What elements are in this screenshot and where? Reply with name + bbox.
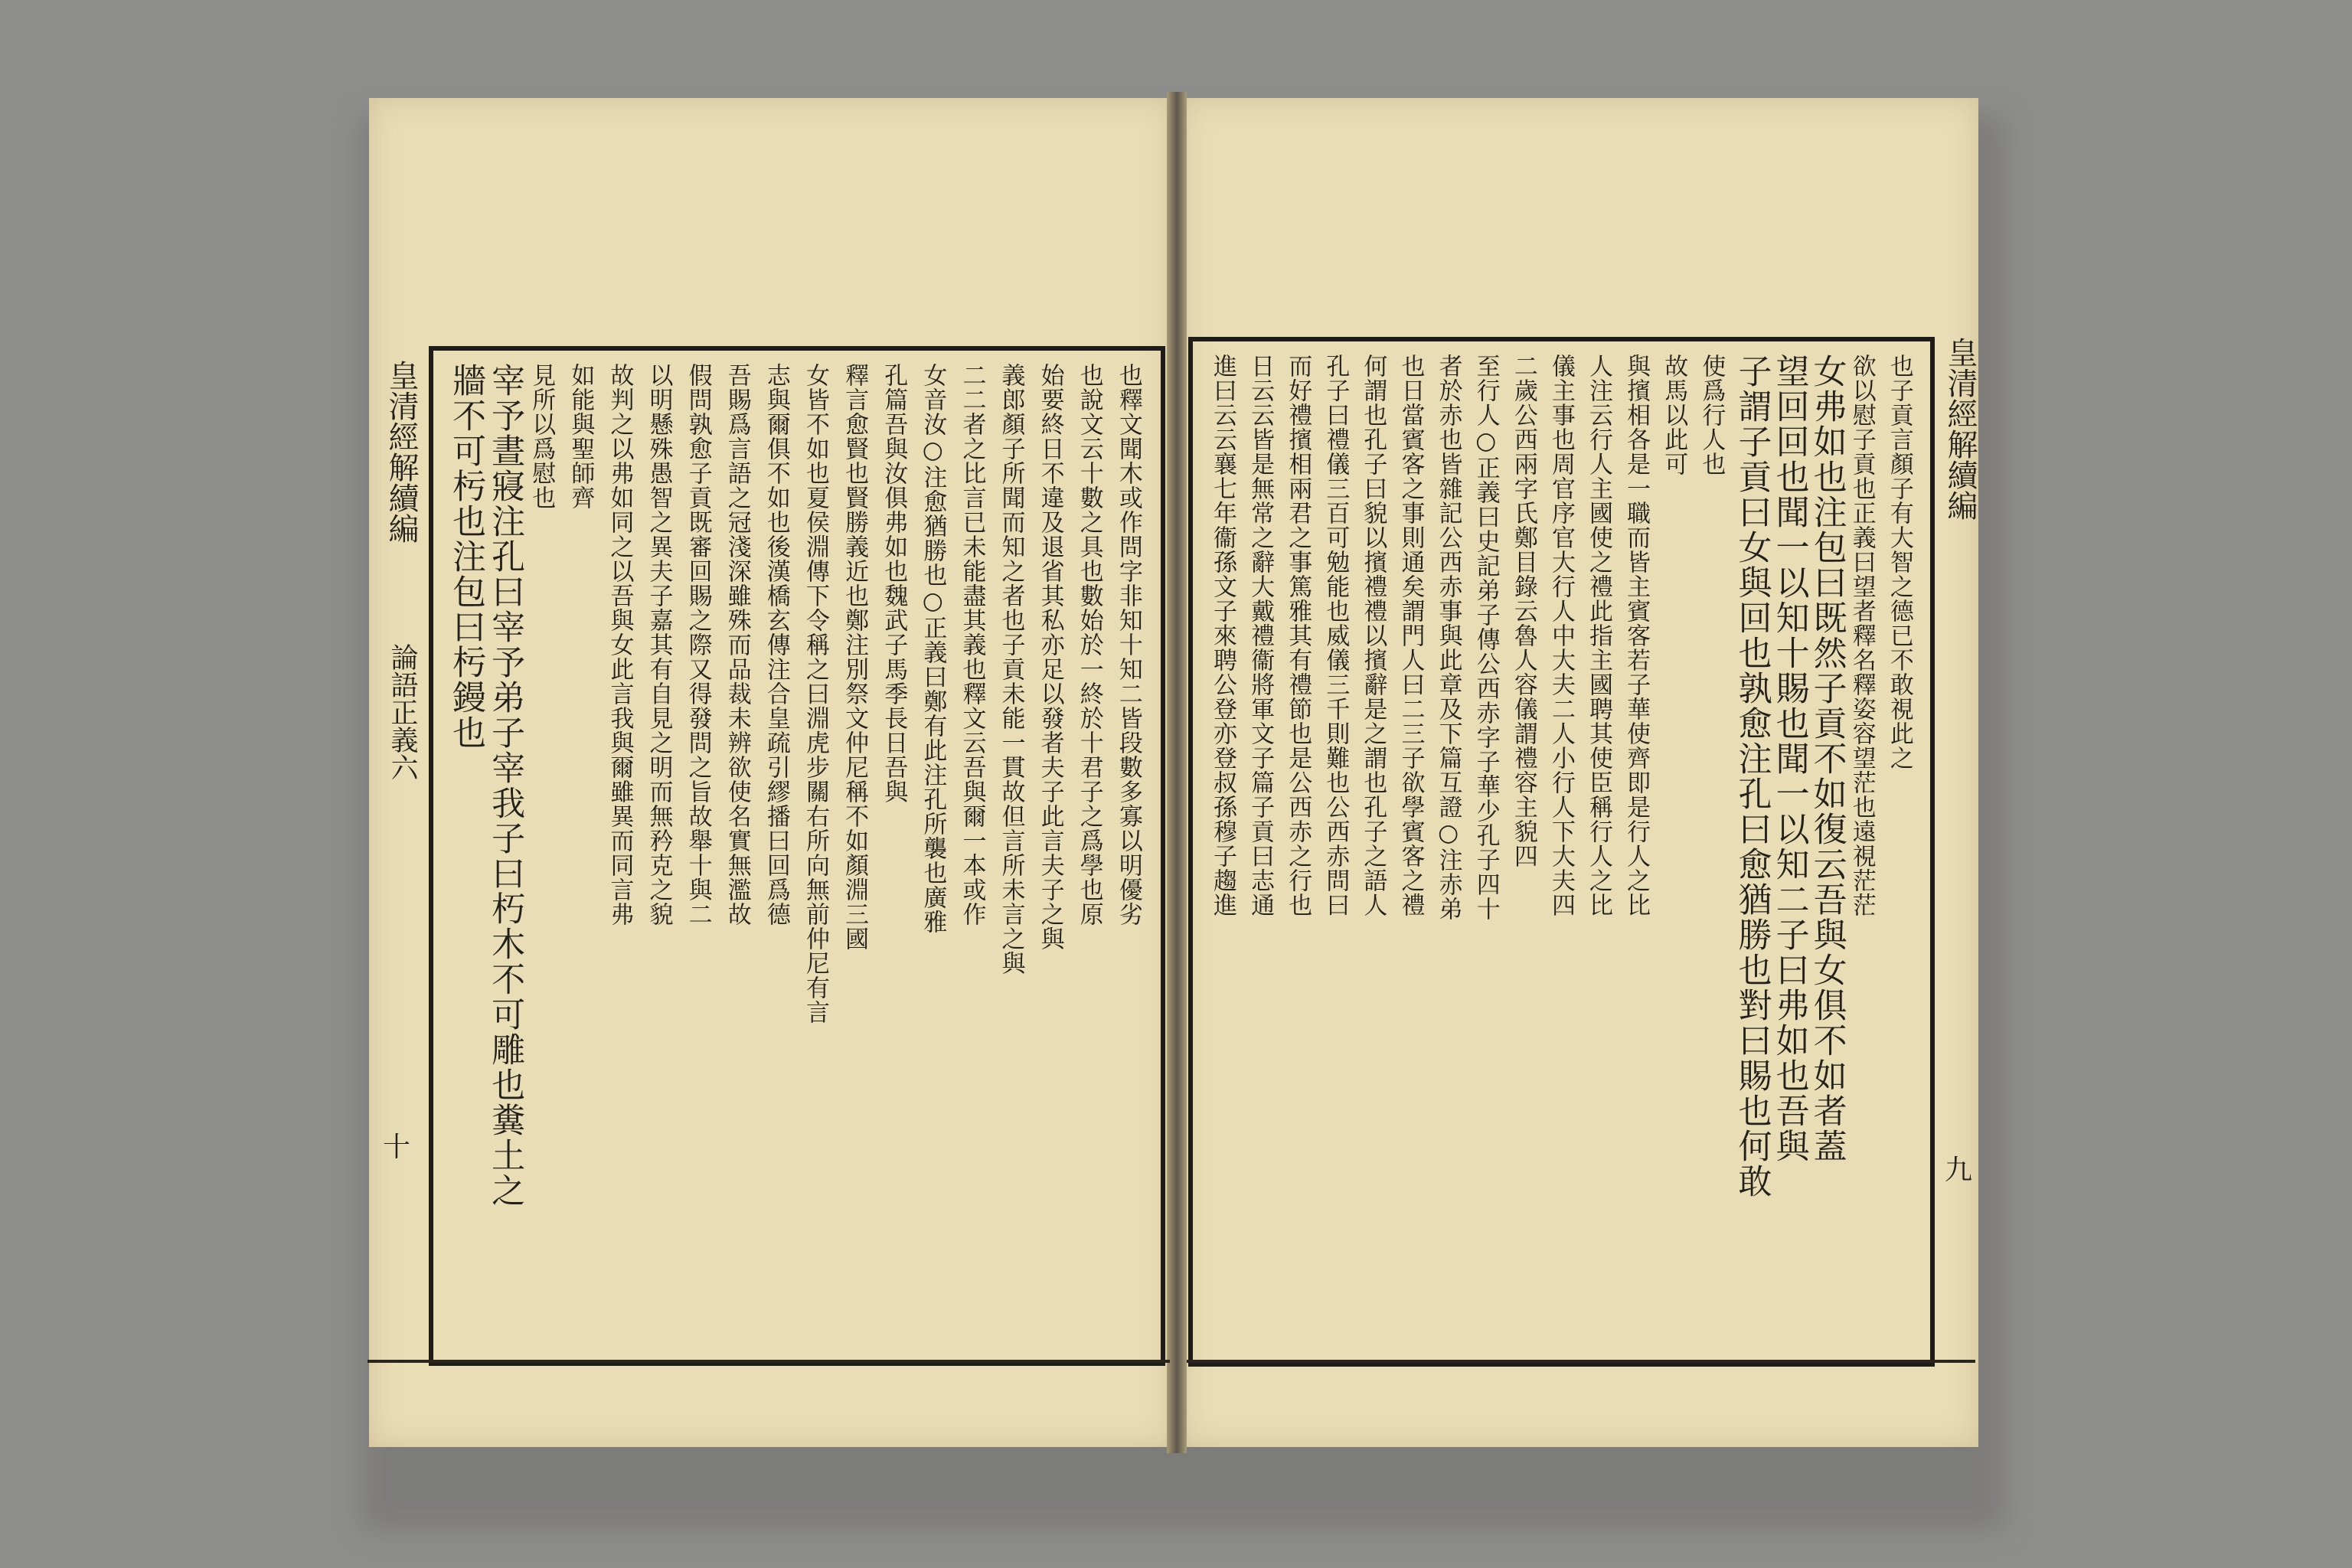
right-text-column: 而好禮擯相兩君之事篤雅其有禮節也是公西赤之行也 — [1284, 354, 1312, 917]
right-text-column: 使爲行人也 — [1697, 354, 1726, 476]
left-folio: 十 — [383, 1132, 411, 1163]
left-text-column: 宰予晝寢注孔曰宰予弟子宰我子曰朽木不可雕也糞土之 — [485, 363, 525, 1208]
right-text-column: 者於赤也皆雜記公西赤事與此章及下篇互證○注赤弟 — [1434, 354, 1462, 921]
left-text-column: 志與爾俱不如也後漢橋玄傳注合皇疏引繆播曰回爲德 — [762, 363, 790, 926]
right-text-column: 也子貢言顏子有大智之德已不敢視此之 — [1885, 354, 1913, 770]
right-text-column: 子謂子貢曰女與回也孰愈注孔曰愈猶勝也對曰賜也何敢 — [1732, 354, 1772, 1199]
right-text-column: 儀主事也周官序官大行人中大夫二人小行人下大夫四 — [1547, 354, 1575, 917]
book-gutter — [1167, 92, 1187, 1453]
right-text-column: 孔子曰禮儀三百可勉能也威儀三千則難也公西赤問曰 — [1321, 354, 1350, 917]
right-text-column: 人注云行人主國使之禮此指主國聘其使臣稱行人之比 — [1585, 354, 1613, 917]
left-foot-rule — [368, 1360, 1170, 1363]
left-text-column: 如能與聖師齊 — [567, 363, 595, 510]
left-header-title: 皇清經解續編 — [384, 360, 419, 544]
left-text-column: 始要終日不違及退省其私亦足以發者夫子此言夫子之與 — [1036, 363, 1064, 951]
right-text-column: 日云云皆是無常之辭大戴禮衞將軍文子篇子貢曰志通 — [1246, 354, 1275, 917]
right-text-column: 望回回也聞一以知十賜也聞一以知二子曰弗如也吾與 — [1769, 354, 1809, 1164]
left-text-frame — [429, 346, 1165, 1366]
right-foot-rule — [1187, 1360, 1975, 1363]
right-header-title: 皇清經解續編 — [1942, 337, 1978, 521]
right-text-column: 何謂也孔子曰貌以擯禮禮以擯辭是之謂也孔子之語人 — [1359, 354, 1387, 917]
right-text-column: 至行人○正義曰史記弟子傳公西赤字子華少孔子四十 — [1472, 354, 1500, 921]
left-text-column: 女皆不如也夏侯淵傳下令稱之曰淵虎步關右所向無前仲尼有言 — [802, 363, 829, 1024]
right-text-frame — [1188, 337, 1935, 1367]
right-text-column: 也日當賓客之事則通矣謂門人曰二三子欲學賓客之禮 — [1396, 354, 1425, 917]
left-text-column: 也說文云十數之具也數始於一終於十君子之爲學也原 — [1075, 363, 1103, 926]
left-text-column: 故判之以弗如同之以吾與女此言我與爾雖異而同言弗 — [606, 363, 634, 926]
right-text-column: 二歲公西兩字氏鄭目錄云魯人容儀謂禮容主貌四 — [1509, 354, 1537, 868]
left-text-column: 釋言愈賢也賢勝義近也鄭注別祭文仲尼稱不如顏淵三國 — [841, 363, 869, 951]
left-header-subtitle: 論語正義六 — [387, 643, 418, 781]
left-text-column: 見所以爲慰也 — [528, 363, 556, 510]
right-text-column: 進曰云云襄七年衞孫文子來聘公登亦登叔孫穆子趨進 — [1209, 354, 1236, 917]
right-text-column: 女弗如也注包曰既然子貢不如復云吾與女俱不如者蓋 — [1807, 354, 1847, 1164]
left-text-column: 吾賜爲言語之冠淺深雖殊而品裁未辨欲使名實無濫故 — [723, 363, 751, 926]
left-text-column: 以明懸殊愚智之異夫子嘉其有自見之明而無矜克之貌 — [645, 363, 673, 926]
left-text-column: 牆不可杇也注包曰杇鏝也 — [446, 363, 485, 750]
right-text-column: 故馬以此可 — [1660, 354, 1688, 476]
left-text-column: 女音汝○注愈猶勝也○正義曰鄭有此注孔所襲也廣雅 — [919, 363, 947, 934]
right-text-column: 與擯相各是一職而皆主賓客若子華使齊即是行人之比 — [1622, 354, 1651, 917]
left-text-column: 假問孰愈子貢既審回賜之際又得發問之旨故舉十與二 — [684, 363, 712, 926]
right-folio: 九 — [1945, 1155, 1973, 1186]
left-text-column: 也釋文聞木或作問字非知十知二皆段數多寡以明優劣 — [1114, 363, 1142, 926]
right-text-column: 欲以慰子貢也正義曰望者釋名釋姿容望茫也遠視茫茫 — [1847, 354, 1876, 917]
left-text-column: 義郎顏子所聞而知之者也子貢未能一貫故但言所未言之與 — [997, 363, 1025, 975]
left-text-column: 二二者之比言已未能盡其義也釋文云吾與爾一本或作 — [958, 363, 986, 926]
left-text-column: 孔篇吾與汝俱弗如也魏武子馬季長日吾與 — [880, 363, 908, 804]
